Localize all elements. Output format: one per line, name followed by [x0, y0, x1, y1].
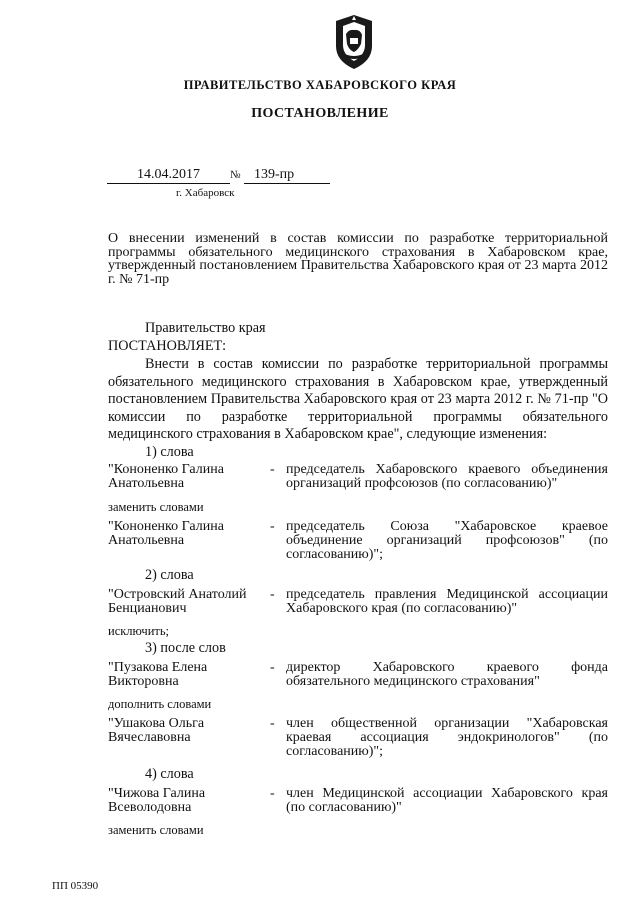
preamble-line-1: Правительство края	[145, 320, 266, 336]
entry-3-desc: председатель правления Медицинской ассоциации Хабаровского края (по согласованию)"	[286, 587, 608, 616]
document-number: 139-пр	[244, 166, 330, 184]
connector-2: исключить;	[108, 624, 170, 638]
entry-5-desc: член общественной организации "Хабаровская краевая ассоциация эндокринологов" (по согласованию)";	[286, 716, 608, 759]
entry-1-name: "Кононенко Галина Анатольевна	[108, 462, 224, 491]
number-sign: №	[230, 169, 241, 181]
connector-3: дополнить словами	[108, 697, 212, 711]
entry-6-dash: -	[270, 786, 275, 801]
item-1-label: 1) слова	[145, 444, 194, 460]
entry-2-name: "Кононенко Галина Анатольевна	[108, 519, 224, 548]
preamble-line-2: ПОСТАНОВЛЯЕТ:	[108, 338, 227, 354]
footer-code: ПП 05390	[52, 880, 99, 892]
entry-4-desc: директор Хабаровского краевого фонда обязательного медицинского страхования"	[286, 660, 608, 689]
khabarovsk-emblem	[331, 14, 377, 70]
entry-6-name: "Чижова Галина Всеволодовна	[108, 786, 206, 815]
main-paragraph: Внести в состав комиссии по разработке территориальной программы обязательного медицинского страхования в Хабаровском крае, утвержденный постановлением Правительства Хабаровского края от 23 марта 2012 г. № 71-пр "О комиссии по разработке территориальной программы обязательного медицинского страхования в Хабаровском крае", следующие изменения:	[108, 356, 608, 442]
government-title: ПРАВИТЕЛЬСТВО ХАБАРОВСКОГО КРАЯ	[183, 78, 457, 92]
entry-2-desc: председатель Союза "Хабаровское краевое объединение организаций профсоюзов" (по согласованию)";	[286, 519, 608, 562]
entry-5-name: "Ушакова Ольга Вячеславовна	[108, 716, 205, 745]
item-2-label: 2) слова	[145, 567, 194, 583]
entry-3-name: "Островский Анатолий Бенцианович	[108, 587, 247, 616]
document-type: ПОСТАНОВЛЕНИЕ	[251, 106, 389, 121]
entry-2-dash: -	[270, 519, 275, 534]
entry-4-dash: -	[270, 660, 275, 675]
item-3-label: 3) после слов	[145, 640, 226, 656]
entry-1-desc: председатель Хабаровского краевого объединения организаций профсоюзов (по согласованию)"	[286, 462, 608, 491]
document-city: г. Хабаровск	[176, 187, 235, 199]
entry-3-dash: -	[270, 587, 275, 602]
item-4-label: 4) слова	[145, 766, 194, 782]
entry-6-desc: член Медицинской ассоциации Хабаровского края (по согласованию)"	[286, 786, 608, 815]
connector-4: заменить словами	[108, 823, 204, 837]
document-date: 14.04.2017	[107, 166, 230, 184]
document-subject: О внесении изменений в состав комиссии по разработке территориальной программы обязательного медицинского страхования в Хабаровском крае, утвержденный постановлением Правительства Хабаровского края от 23 марта 2012 г. № 71-пр	[108, 231, 608, 287]
entry-1-dash: -	[270, 462, 275, 477]
entry-4-name: "Пузакова Елена Викторовна	[108, 660, 208, 689]
connector-1: заменить словами	[108, 500, 204, 514]
entry-5-dash: -	[270, 716, 275, 731]
